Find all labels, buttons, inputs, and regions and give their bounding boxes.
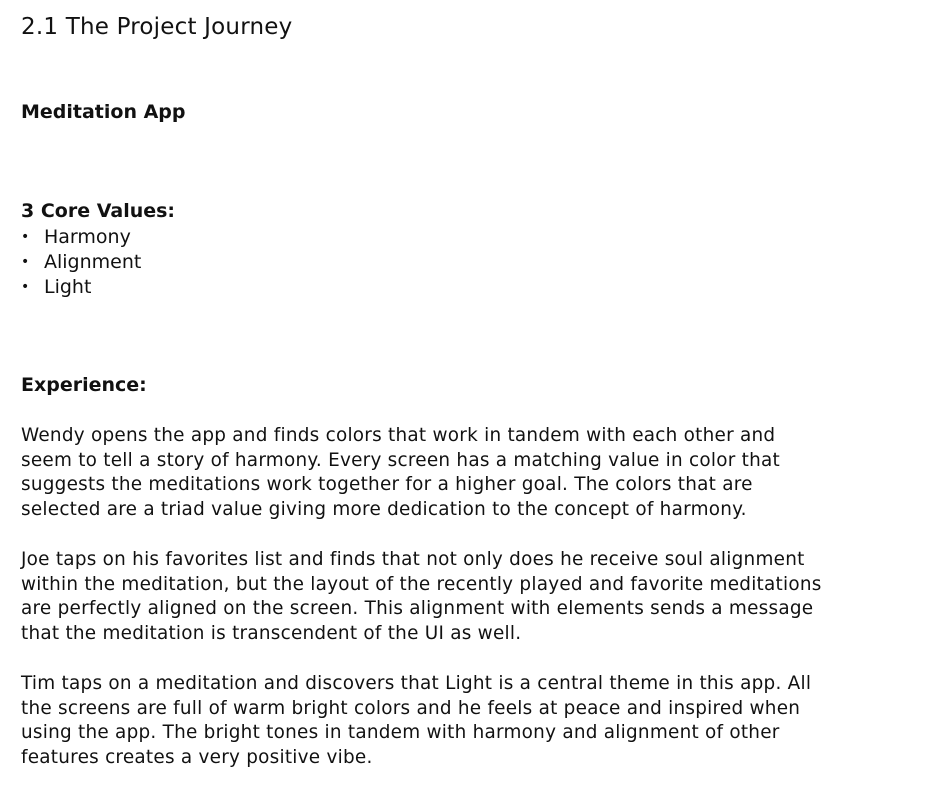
paragraph-line: Tim taps on a meditation and discovers that Light is a central theme in this app. All <box>21 673 812 694</box>
paragraph-line: using the app. The bright tones in tandem with harmony and alignment of other <box>21 722 780 744</box>
core-value-item <box>21 275 141 300</box>
paragraph-line: Wendy opens the app and finds colors that work in tandem with each other and <box>21 425 776 446</box>
bullet-icon: • <box>21 254 30 270</box>
paragraph-line: features creates a very positive vibe. <box>21 747 373 769</box>
paragraph-line: Joe taps on his favorites list and finds that not only does he receive soul alignment <box>21 549 805 570</box>
paragraph-line: within the meditation, but the layout of the recently played and favorite meditations <box>21 573 822 595</box>
core-value-label: Harmony <box>44 226 131 248</box>
core-values-heading: 3 Core Values: <box>21 200 176 222</box>
paragraph-line: suggests the meditations work together for a higher goal. The colors that are <box>21 474 753 496</box>
paragraph-line: seem to tell a story of harmony. Every screen has a matching value in color that <box>21 449 781 471</box>
app-name-heading: Meditation App <box>21 101 186 123</box>
experience-paragraph-wendy <box>21 424 780 523</box>
paragraph-line: the screens are full of warm bright colors and he feels at peace and inspired when <box>21 697 801 719</box>
paragraph-line: are perfectly aligned on the screen. This alignment with elements sends a message <box>21 598 814 620</box>
core-value-item <box>21 250 141 275</box>
paragraph-line: that the meditation is transcendent of the UI as well. <box>21 623 522 645</box>
bullet-icon: • <box>21 229 30 245</box>
paragraph-line: selected are a triad value giving more dedication to the concept of harmony. <box>21 499 747 521</box>
core-value-label: Alignment <box>44 251 142 273</box>
section-title: 2.1 The Project Journey <box>21 14 293 40</box>
experience-paragraph-tim <box>21 672 811 771</box>
core-values-list <box>21 225 141 300</box>
core-value-label: Light <box>44 276 92 298</box>
experience-paragraph-joe <box>21 548 822 647</box>
core-value-item <box>21 225 141 250</box>
experience-heading: Experience: <box>21 374 147 396</box>
bullet-icon: • <box>21 279 30 295</box>
